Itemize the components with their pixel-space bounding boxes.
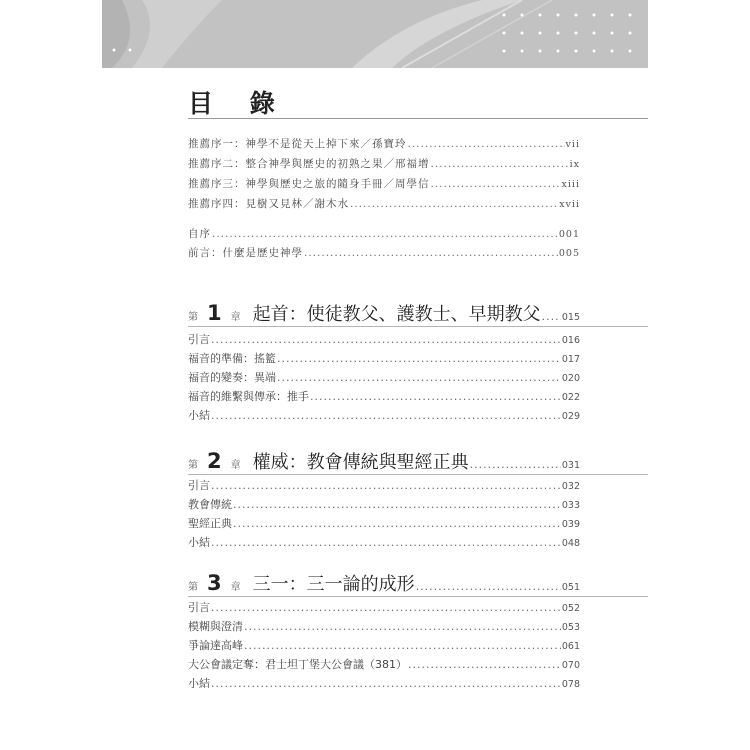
leader-dots [431, 158, 569, 170]
entry-label: 模糊與澄清 [188, 620, 243, 633]
leader-dots [244, 620, 561, 633]
toc-section[interactable] [188, 599, 580, 615]
entry-page: 005 [558, 248, 580, 259]
leader-dots [211, 677, 561, 690]
toc-entry-introduction[interactable] [188, 245, 580, 260]
chapter-page: 031 [561, 460, 580, 471]
leader-dots [211, 536, 561, 549]
toc-section[interactable] [188, 618, 580, 634]
entry-label: 小結 [188, 536, 210, 549]
entry-page: ix [569, 159, 580, 170]
header-banner [102, 0, 648, 68]
entry-label: 引言 [188, 333, 210, 346]
toc-section[interactable] [188, 675, 580, 691]
entry-label: 聖經正典 [188, 517, 232, 530]
entry-page: 061 [561, 641, 580, 652]
chapter-number: 3 [207, 571, 222, 595]
title-divider [188, 118, 648, 119]
entry-label: 自序 [188, 228, 211, 240]
chapter-prefix: 第 [188, 460, 198, 471]
entry-page: 078 [561, 679, 580, 690]
entry-page: 017 [561, 354, 580, 365]
entry-label: 福音的變奏：異端 [188, 371, 276, 384]
toc-section[interactable] [188, 369, 580, 385]
chapter-number: 2 [207, 449, 222, 473]
chapter-title: 起首：使徒教父、護教士、早期教父 [252, 304, 541, 325]
entry-label: 前言：什麼是歷史神學 [188, 247, 303, 259]
chapter-divider [188, 326, 648, 327]
leader-dots [211, 333, 561, 346]
book-page [102, 0, 648, 750]
toc-chapter-1[interactable] [188, 300, 580, 326]
chapter-number: 1 [207, 301, 222, 325]
chapter-suffix: 章 [230, 582, 241, 593]
leader-dots [233, 517, 561, 530]
entry-label: 福音的準備：搖籃 [188, 352, 276, 365]
toc-chapter-2[interactable] [188, 448, 580, 474]
entry-label: 小結 [188, 409, 210, 422]
entry-page: vii [565, 139, 580, 150]
entry-page: 029 [561, 411, 580, 422]
entry-label: 教會傳統 [188, 498, 232, 511]
chapter-divider [188, 474, 648, 475]
leader-dots [212, 228, 558, 240]
toc-title: 目 錄 [188, 89, 289, 118]
toc-chapter-3[interactable] [188, 570, 580, 596]
entry-label: 推薦序二：整合神學與歷史的初熟之果／邢福增 [188, 158, 430, 170]
leader-dots [310, 390, 561, 403]
banner-decoration [102, 0, 648, 68]
entry-page: 048 [561, 538, 580, 549]
chapter-divider [188, 596, 648, 597]
leader-dots [542, 310, 561, 323]
toc-section[interactable] [188, 496, 580, 512]
entry-label: 推薦序一：神學不是從天上掉下來／孫寶玲 [188, 138, 407, 150]
chapter-prefix: 第 [188, 312, 198, 323]
chapter-prefix: 第 [188, 582, 198, 593]
leader-dots [244, 639, 561, 652]
chapter-suffix: 章 [230, 460, 241, 471]
chapter-title: 權威：教會傳統與聖經正典 [252, 452, 469, 473]
chapter-page: 015 [561, 312, 580, 323]
toc-section[interactable] [188, 534, 580, 550]
toc-entry-recommendation-1[interactable] [188, 136, 580, 151]
leader-dots [211, 479, 561, 492]
entry-page: 053 [561, 622, 580, 633]
entry-page: 022 [561, 392, 580, 403]
toc-section[interactable] [188, 656, 580, 672]
entry-page: 032 [561, 481, 580, 492]
toc-section[interactable] [188, 331, 580, 347]
entry-page: 020 [561, 373, 580, 384]
entry-page: 001 [558, 229, 580, 240]
entry-label: 爭論達高峰 [188, 639, 243, 652]
toc-section[interactable] [188, 350, 580, 366]
leader-dots [431, 178, 561, 190]
leader-dots [277, 371, 561, 384]
entry-page: 016 [561, 335, 580, 346]
toc-section[interactable] [188, 407, 580, 423]
entry-label: 引言 [188, 601, 210, 614]
entry-page: 052 [561, 603, 580, 614]
leader-dots [408, 138, 565, 150]
chapter-title: 三一：三一論的成形 [252, 574, 415, 595]
entry-page: xiii [561, 179, 580, 190]
entry-label: 福音的維繫與傳承：推手 [188, 390, 309, 403]
entry-page: 070 [561, 660, 580, 671]
toc-entry-recommendation-4[interactable] [188, 196, 580, 211]
chapter-page: 051 [561, 582, 580, 593]
leader-dots [233, 498, 561, 511]
leader-dots [408, 658, 561, 671]
leader-dots [304, 247, 558, 259]
toc-section[interactable] [188, 477, 580, 493]
toc-section[interactable] [188, 637, 580, 653]
toc-section[interactable] [188, 388, 580, 404]
entry-page: 033 [561, 500, 580, 511]
entry-label: 大公會議定奪：君士坦丁堡大公會議（381） [188, 658, 407, 671]
entry-label: 引言 [188, 479, 210, 492]
entry-page: 039 [561, 519, 580, 530]
leader-dots [470, 458, 561, 471]
chapter-suffix: 章 [230, 312, 241, 323]
toc-section[interactable] [188, 515, 580, 531]
entry-label: 推薦序四：見樹又見林／謝木水 [188, 198, 349, 210]
leader-dots [350, 198, 558, 210]
toc-entry-recommendation-2[interactable] [188, 156, 580, 171]
leader-dots [211, 601, 561, 614]
leader-dots [211, 409, 561, 422]
toc-entry-recommendation-3[interactable] [188, 176, 580, 191]
entry-label: 推薦序三：神學與歷史之旅的隨身手冊／周學信 [188, 178, 430, 190]
entry-page: xvii [559, 199, 580, 210]
entry-label: 小結 [188, 677, 210, 690]
leader-dots [277, 352, 561, 365]
leader-dots [416, 580, 561, 593]
toc-entry-preface[interactable] [188, 226, 580, 241]
